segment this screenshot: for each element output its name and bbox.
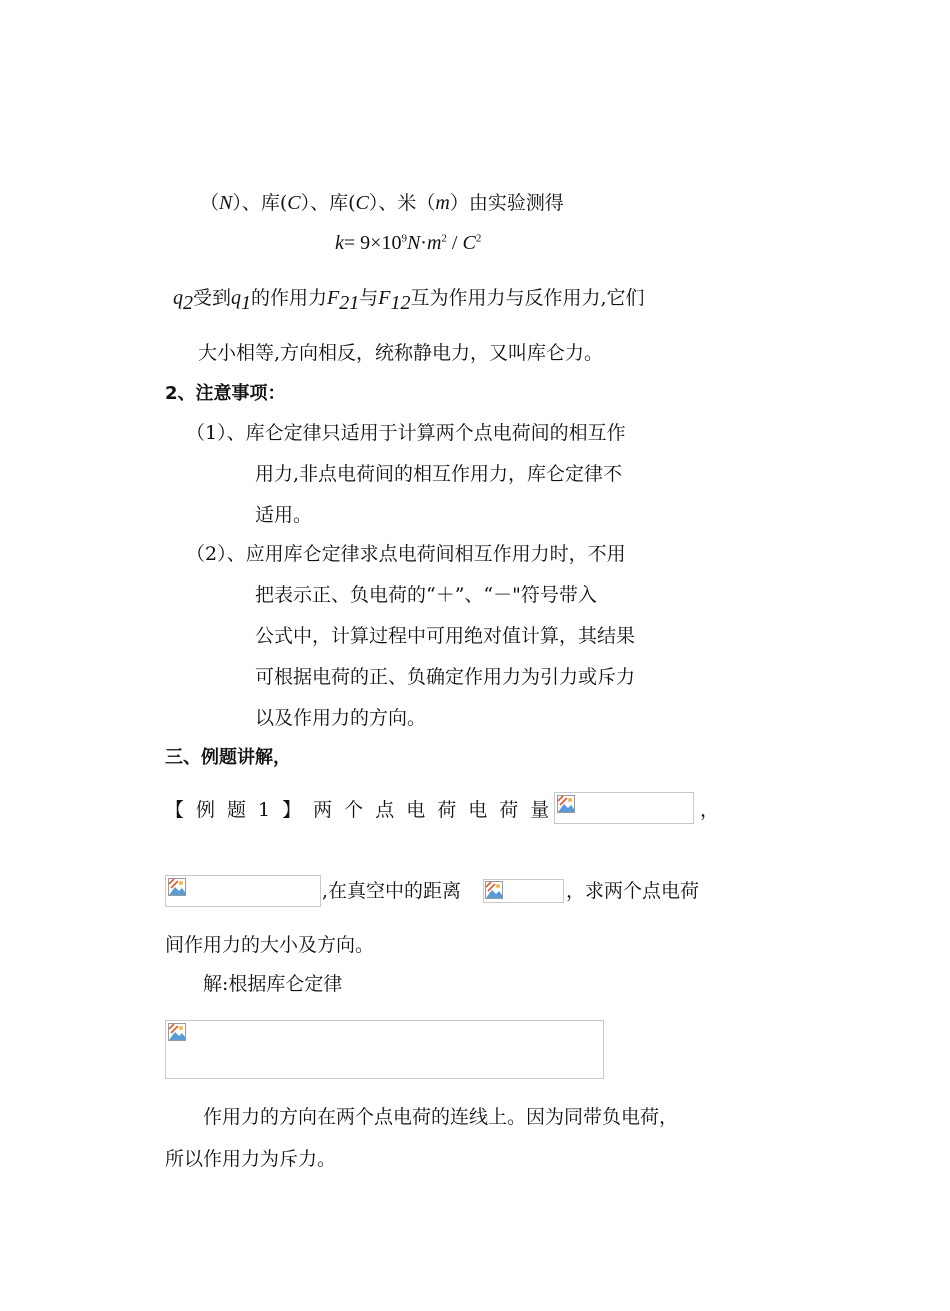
note2-line: 公式中，计算过程中可用绝对值计算，其结果	[255, 625, 636, 647]
conclusion-line: 作用力的方向在两个点电荷的连线上。因为同带负电荷，	[203, 1106, 679, 1128]
broken-image-icon	[168, 1023, 186, 1041]
force-symbol: F	[378, 287, 391, 309]
example1-tail-text: ，求两个点电荷	[566, 880, 700, 902]
example-char: 点	[375, 799, 395, 821]
notes-heading: 2、注意事项：	[165, 383, 286, 404]
unit-symbol: C	[355, 192, 369, 214]
unit-symbol: C	[462, 232, 476, 254]
unit-symbol: N	[406, 232, 421, 254]
text-fragment: 的作用力	[251, 287, 328, 309]
dot: ·	[420, 232, 427, 254]
note2-line: （2）、应用库仑定律求点电荷间相互作用力时，不用	[186, 543, 626, 565]
text-fragment: ）、库(	[232, 192, 288, 214]
note2-line: 把表示正、负电荷的“＋”、“－"符号带入	[255, 584, 597, 606]
example-char: 荷	[437, 799, 457, 821]
units-line	[200, 190, 564, 216]
note1-line: 用力,非点电荷间的相互作用力，库仑定律不	[255, 463, 623, 485]
example1-mid-text: ,在真空中的距离	[322, 880, 462, 902]
note1-line: 适用。	[255, 504, 313, 526]
example-char: 1	[258, 799, 271, 821]
exponent: 2	[475, 232, 482, 245]
example-char: 荷	[499, 799, 519, 821]
example-char: 】	[282, 799, 302, 821]
broken-image-icon	[557, 795, 575, 813]
text-fragment: ）、库(	[300, 192, 356, 214]
broken-image-icon	[168, 878, 186, 896]
unit-symbol: N	[219, 192, 233, 214]
charge-q2-image	[165, 875, 321, 907]
slash: /	[446, 232, 463, 254]
exponent: 2	[441, 232, 447, 245]
text-fragment: 与	[359, 287, 379, 309]
subscript: 1	[241, 291, 252, 314]
broken-image-icon	[485, 881, 503, 899]
example-char: 电	[406, 799, 426, 821]
note2-line: 以及作用力的方向。	[255, 707, 427, 729]
charge-symbol: q	[231, 287, 242, 309]
reaction-force-line	[173, 285, 645, 314]
unit-symbol: m	[435, 192, 450, 214]
example-char: 个	[344, 799, 364, 821]
example-char: 题	[227, 799, 247, 821]
example1-line3: 间作用力的大小及方向。	[165, 934, 375, 956]
example-char: 【	[165, 799, 185, 821]
force-symbol: F	[327, 287, 340, 309]
comma: ，	[700, 799, 720, 821]
distance-r-image	[483, 879, 564, 903]
note2-line: 可根据电荷的正、负确定作用力为引力或斥力	[255, 666, 636, 688]
example1-line1	[165, 797, 561, 823]
text-fragment: 受到	[193, 287, 232, 309]
subscript: 21	[339, 291, 360, 314]
charge-q1-image	[554, 792, 694, 824]
conclusion-line: 所以作用力为斥力。	[165, 1148, 337, 1170]
subscript: 12	[390, 291, 411, 314]
example-char: 量	[530, 799, 550, 821]
exponent: 9	[401, 232, 407, 245]
charge-symbol: q	[173, 287, 183, 309]
coulomb-formula-image	[165, 1020, 604, 1079]
unit-symbol: C	[287, 192, 301, 214]
static-force-line: 大小相等,方向相反，统称静电力，又叫库仑力。	[198, 342, 604, 364]
note1-line: （1）、库仑定律只适用于计算两个点电荷间的相互作	[186, 422, 626, 444]
k-value: = 9×10	[343, 232, 402, 254]
unit-symbol: m	[426, 232, 442, 254]
example-char: 电	[468, 799, 488, 821]
text-fragment: 互为作用力与反作用力,它们	[410, 287, 645, 309]
subscript: 2	[183, 291, 193, 314]
text-fragment: （	[200, 192, 220, 214]
k-symbol: k	[335, 232, 344, 254]
example-heading: 三、例题讲解，	[165, 747, 291, 768]
k-formula	[335, 230, 481, 256]
example-char: 例	[196, 799, 216, 821]
text-fragment: ）由实验测得	[449, 192, 564, 214]
text-fragment: ）、米（	[368, 192, 436, 214]
solution-label: 解:根据库仑定律	[203, 973, 343, 995]
example-char: 两	[313, 799, 333, 821]
